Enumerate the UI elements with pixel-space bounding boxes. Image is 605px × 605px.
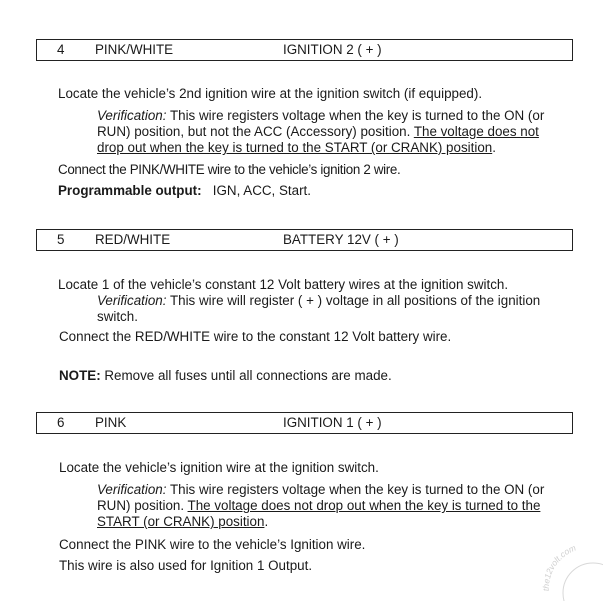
wire-number: 4: [57, 42, 65, 57]
verification-line-5-1: [97, 292, 540, 309]
wire-color: PINK: [95, 415, 127, 430]
programmable-value: IGN, ACC, Start.: [212, 183, 311, 198]
note: [59, 367, 392, 384]
watermark-logo-icon: [541, 539, 603, 601]
verification-text: .: [264, 514, 269, 529]
programmable-label: Programmable output:: [58, 183, 202, 198]
verification-label: Verification:: [97, 482, 167, 497]
verification-text: RUN) position.: [97, 498, 188, 513]
wire-header-5: [36, 229, 573, 251]
verification-underlined-text: drop out when the key is turned to the START (or CRANK) position: [97, 140, 493, 155]
note-label: NOTE:: [59, 368, 101, 383]
wire-header-6: [36, 412, 573, 434]
wire-number: 6: [57, 415, 65, 430]
verification-line-4-3: [97, 139, 496, 156]
verification-underlined-text: The voltage does not drop out when the key is turned to the: [187, 498, 541, 513]
connect-instruction-4: Connect the PINK/WHITE wire to the vehicle’s ignition 2 wire.: [58, 162, 401, 177]
verification-line-6-2: [97, 497, 540, 514]
verification-text: This wire will register ( + ) voltage in all positions of the ignition: [166, 293, 541, 308]
verification-underlined-text: The voltage does not: [413, 124, 539, 139]
verification-text: .: [492, 140, 496, 155]
verification-label: Verification:: [97, 108, 167, 123]
programmable-output: [58, 182, 311, 199]
wire-function: BATTERY 12V ( + ): [283, 232, 399, 247]
svg-text:the12volt.com: [541, 543, 577, 592]
verification-label: Verification:: [97, 293, 167, 308]
ignition-output-note: This wire is also used for Ignition 1 Output.: [59, 558, 313, 573]
watermark-text: the12volt.com: [541, 542, 578, 592]
connect-instruction-6: Connect the PINK wire to the vehicle’s Ignition wire.: [59, 537, 366, 552]
note-text: Remove all fuses until all connections are made.: [100, 368, 392, 383]
wire-color: PINK/WHITE: [95, 42, 174, 57]
verification-text: This wire registers voltage when the key is turned to the ON (or: [166, 108, 545, 123]
locate-instruction-5: Locate 1 of the vehicle’s constant 12 Volt battery wires at the ignition switch.: [58, 277, 509, 292]
wire-function: IGNITION 2 ( + ): [283, 42, 382, 57]
connect-instruction-5: Connect the RED/WHITE wire to the constant 12 Volt battery wire.: [59, 329, 452, 344]
verification-line-4-1: [97, 107, 544, 124]
wire-color: RED/WHITE: [95, 232, 171, 247]
wire-header-4: [36, 39, 573, 61]
verification-underlined-text: START (or CRANK) position: [97, 514, 265, 529]
locate-instruction-6: Locate the vehicle’s ignition wire at the ignition switch.: [59, 460, 379, 475]
verification-line-4-2: [97, 123, 539, 140]
verification-line-5-2: switch.: [97, 309, 138, 324]
wire-function: IGNITION 1 ( + ): [283, 415, 382, 430]
verification-line-6-1: [97, 481, 544, 498]
locate-instruction-4: Locate the vehicle’s 2nd ignition wire at the ignition switch (if equipped).: [58, 86, 483, 101]
verification-text: This wire registers voltage when the key is turned to the ON (or: [166, 482, 545, 497]
wire-number: 5: [57, 232, 65, 247]
verification-line-6-3: [97, 513, 268, 530]
verification-text: RUN) position, but not the ACC (Accessory) position.: [97, 124, 414, 139]
